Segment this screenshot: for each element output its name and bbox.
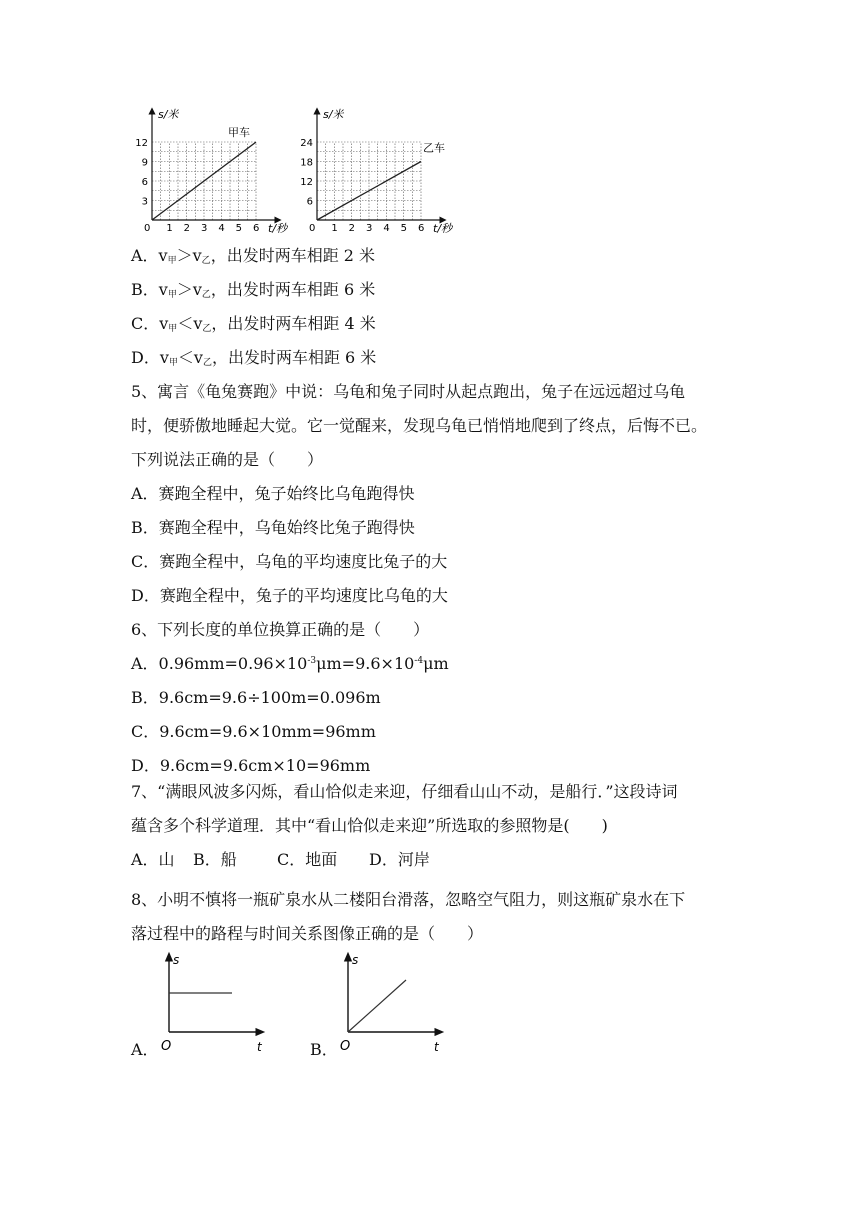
x-tick-label: 0 — [144, 223, 151, 234]
x-tick-label: 0 — [309, 223, 316, 234]
y-axis-label: s/米 — [323, 108, 344, 121]
chart-yi-che — [295, 105, 465, 235]
axis-label-s: s — [352, 953, 359, 967]
q7-option-a: A．山 — [131, 850, 175, 869]
q6-option-d: D．9.6cm=9.6cm×10=96mm — [131, 756, 371, 775]
x-tick-label: 2 — [348, 223, 356, 234]
q8-graph-b — [334, 950, 454, 1060]
y-tick-label: 6 — [141, 177, 148, 188]
q7-option-b: B．船 — [193, 850, 237, 869]
x-tick-label: 3 — [201, 223, 208, 234]
origin-label: O — [161, 1039, 172, 1054]
y-tick-label: 3 — [141, 196, 148, 208]
q5-stem-line: 时，便骄傲地睡起大觉。它一觉醒来，发现乌龟已悄悄地爬到了终点，后悔不已。 — [131, 416, 708, 435]
series-label: 乙车 — [423, 141, 445, 155]
q4-option-c: C．$v_甲<v_乙$，出发时两车相距 4 米 — [131, 314, 376, 334]
graph-line-diagonal — [348, 980, 406, 1032]
q7-stem-line: 7、“满眼风波多闪烁，看山恰似走来迎，仔细看山山不动，是船行．”这段诗词 — [131, 782, 678, 801]
x-tick-label: 5 — [235, 223, 243, 234]
q7-option-c: C．地面 — [277, 850, 338, 869]
x-tick-label: 3 — [366, 223, 373, 234]
q4-option-b: B．$v_甲>v_乙$，出发时两车相距 6 米 — [131, 280, 376, 300]
q5-option-c: C．赛跑全程中，乌龟的平均速度比兔子的大 — [131, 552, 448, 571]
y-tick-label: 9 — [141, 157, 148, 169]
q8-option-a-label: A． — [131, 1040, 159, 1059]
q6-option-b: B．9.6cm=9.6÷100m=0.096m — [131, 688, 381, 707]
q6-option-c: C．9.6cm=9.6×10mm=96mm — [131, 722, 376, 741]
q8-option-b-label: B． — [310, 1040, 338, 1059]
y-tick-label: 12 — [135, 138, 148, 149]
q6-stem: 6、下列长度的单位换算正确的是（ ） — [131, 620, 430, 639]
x-tick-label: 5 — [400, 223, 408, 234]
q8-graph-a — [155, 950, 275, 1060]
y-tick-label: 12 — [300, 177, 313, 188]
chart-jia-che — [130, 105, 290, 235]
q5-stem-line: 下列说法正确的是（ ） — [131, 450, 324, 469]
axis-label-t: t — [434, 1040, 439, 1054]
series-label: 甲车 — [228, 126, 250, 139]
q6-option-a: A．$0.96mm=0.96\times 10^{-3}\mu m=9.6\times 10^{-4}\mu m$ — [131, 654, 449, 673]
y-tick-label: 18 — [300, 157, 313, 169]
q4-option-a: A．$v_甲>v_乙$，出发时两车相距 2 米 — [131, 246, 376, 266]
q5-option-a: A．赛跑全程中，兔子始终比乌龟跑得快 — [131, 484, 415, 503]
y-axis-label: s/米 — [158, 108, 179, 121]
axis-label-s: s — [173, 953, 180, 967]
y-tick-label: 6 — [306, 196, 313, 208]
q5-option-d: D．赛跑全程中，兔子的平均速度比乌龟的大 — [131, 586, 448, 605]
q5-option-b: B．赛跑全程中，乌龟始终比兔子跑得快 — [131, 518, 415, 537]
q5-stem-line: 5、寓言《龟兔赛跑》中说：乌龟和兔子同时从起点跑出，兔子在远远超过乌龟 — [131, 382, 686, 401]
x-tick-label: 2 — [183, 223, 191, 234]
q7-options — [131, 849, 430, 871]
x-tick-label: 1 — [331, 223, 338, 234]
x-tick-label: 4 — [383, 223, 390, 234]
axis-label-t: t — [257, 1040, 262, 1054]
x-tick-label: 6 — [253, 223, 260, 234]
x-axis-label: t/秒 — [433, 222, 453, 235]
y-tick-label: 24 — [300, 138, 313, 149]
origin-label: O — [340, 1039, 351, 1054]
x-tick-label: 4 — [218, 223, 225, 234]
x-tick-label: 6 — [418, 223, 425, 234]
q7-option-d: D．河岸 — [369, 850, 430, 869]
x-axis-label: t/秒 — [268, 222, 288, 235]
q8-stem-line: 落过程中的路程与时间关系图像正确的是（ ） — [131, 924, 484, 943]
q8-stem-line: 8、小明不慎将一瓶矿泉水从二楼阳台滑落，忽略空气阻力，则这瓶矿泉水在下 — [131, 890, 686, 909]
q4-option-d: D．$v_甲<v_乙$，出发时两车相距 6 米 — [131, 348, 377, 368]
q7-stem-line: 蕴含多个科学道理．其中“看山恰似走来迎”所选取的参照物是( ) — [131, 816, 608, 835]
x-tick-label: 1 — [166, 223, 173, 234]
